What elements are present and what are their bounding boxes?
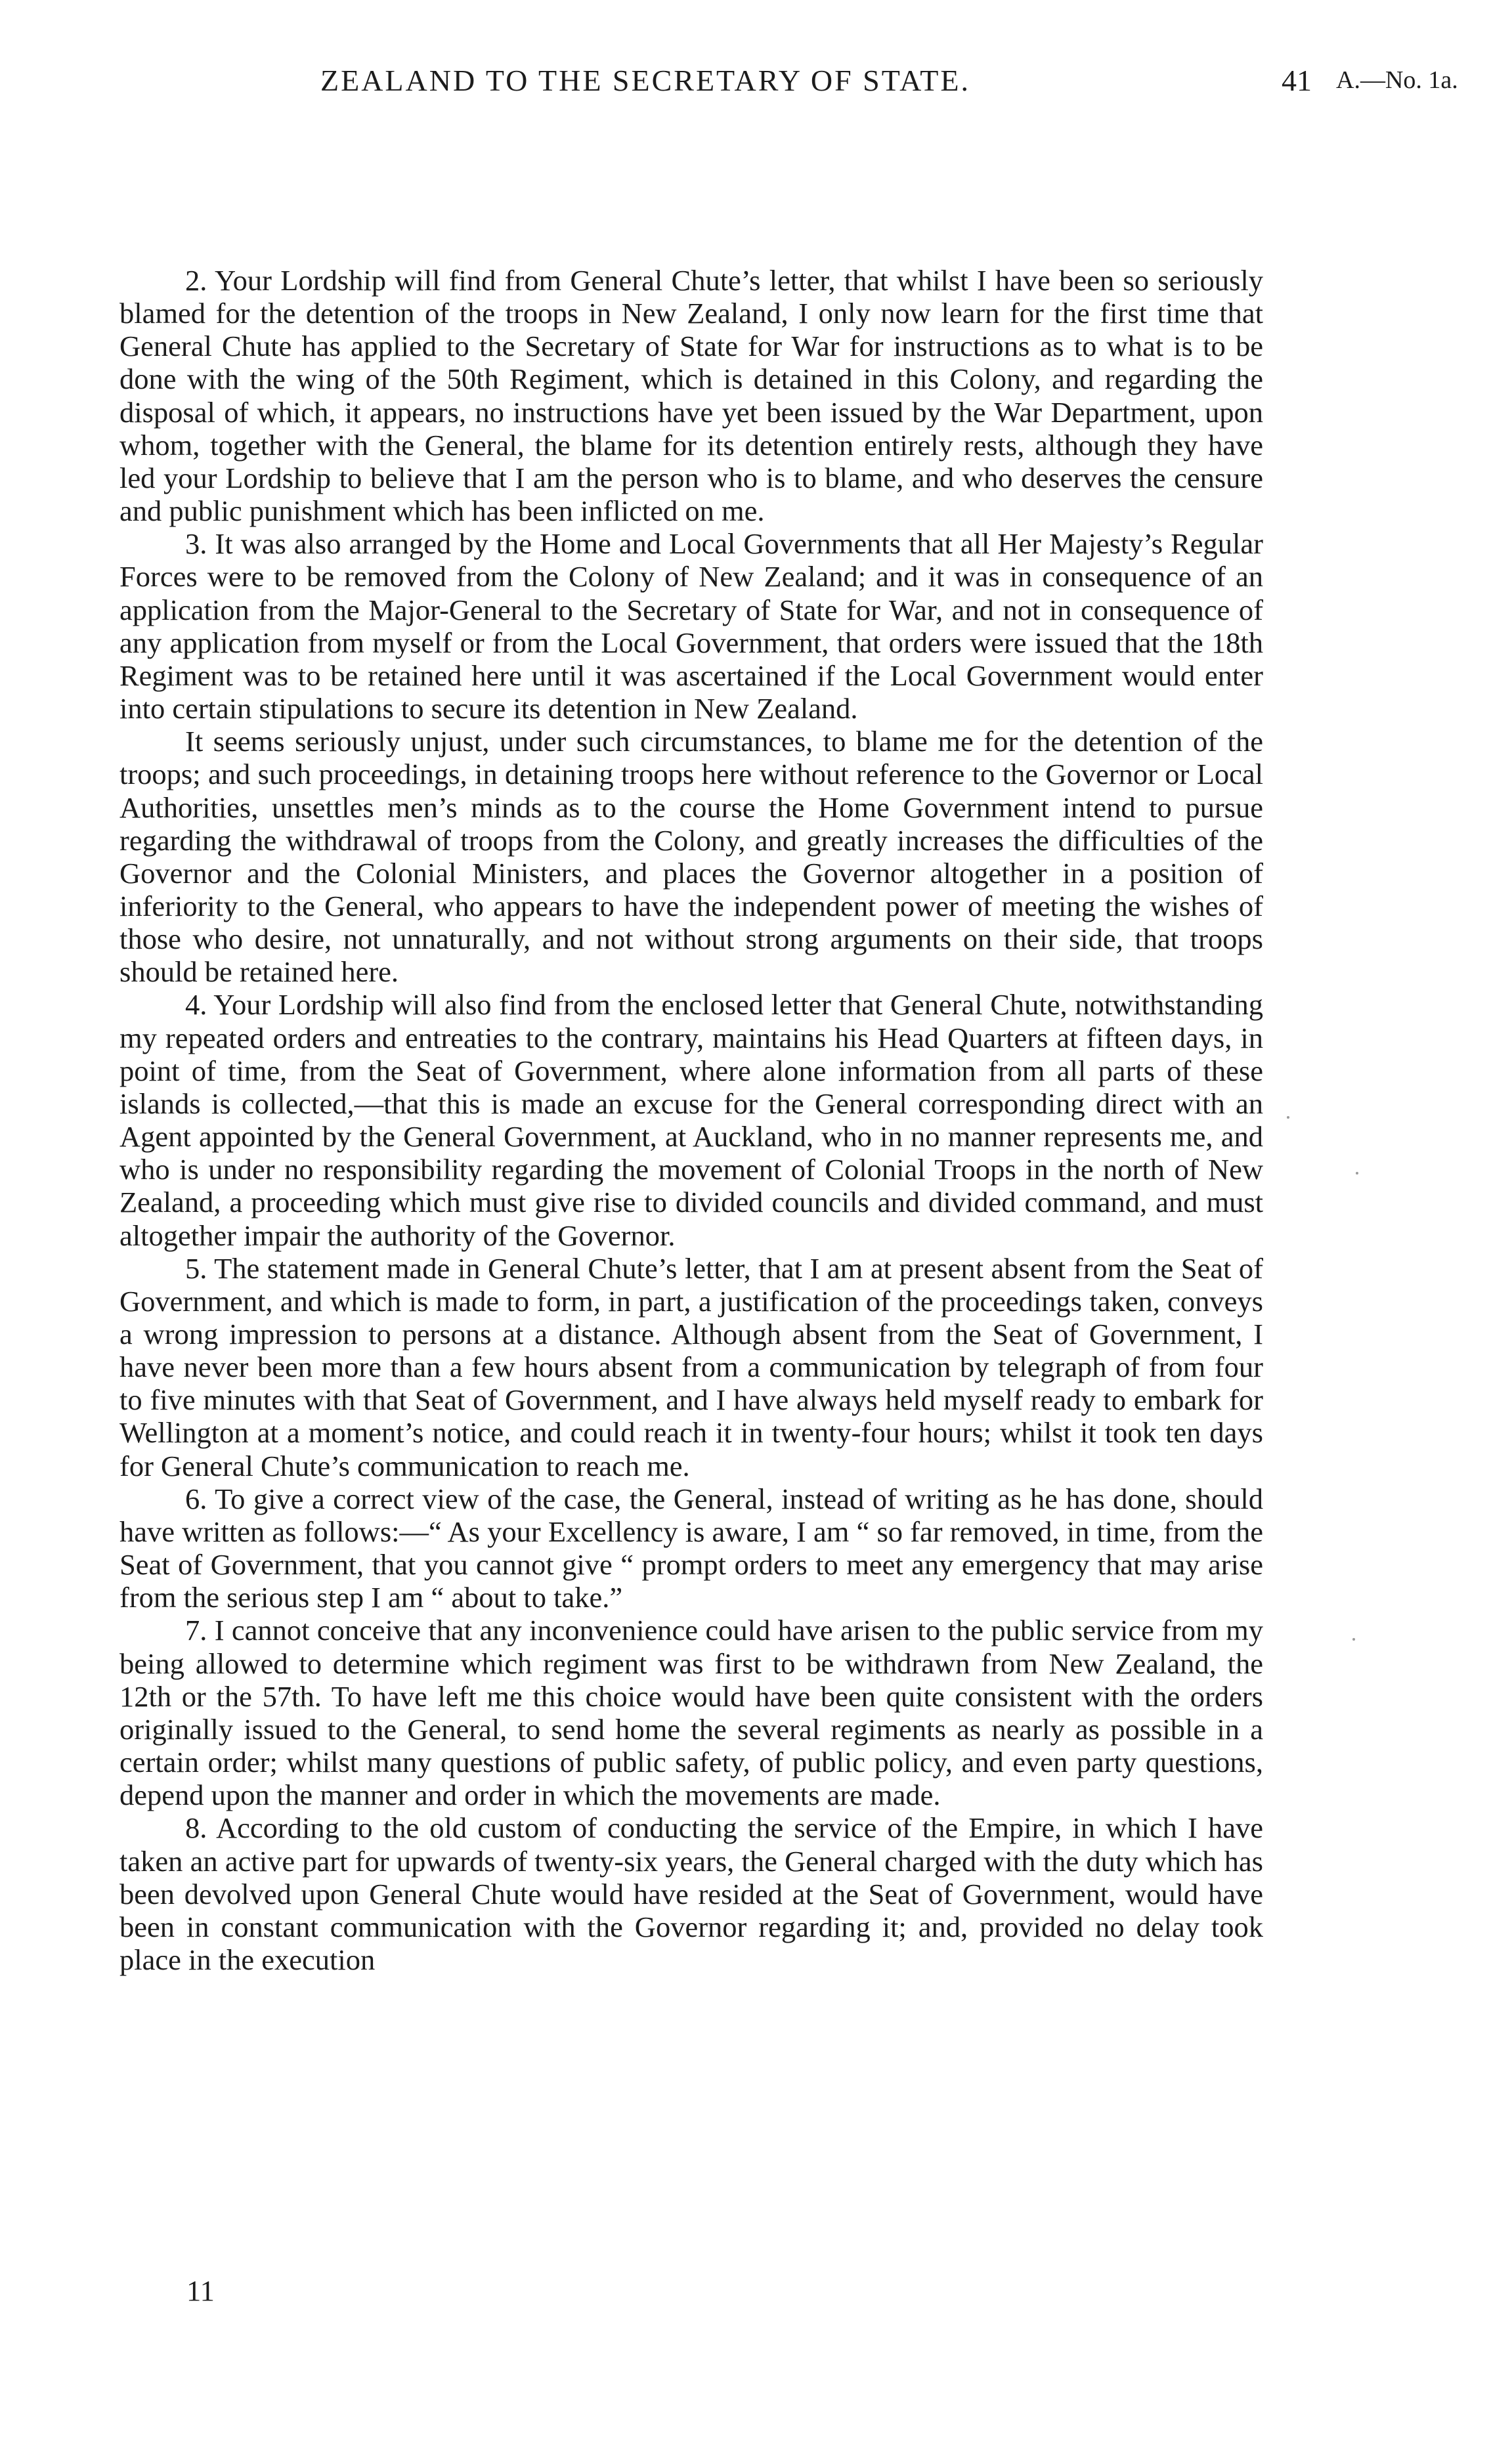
paper-speck [1356, 1172, 1358, 1175]
paragraph-6: 6. To give a correct view of the case, the General, instead of writing as he has done, should have written as follows:—“ As your Excellency is aware, I am “ so far removed, in time, from the Seat of Government, that you cannot give “ prompt orders to meet any emergency that may arise from the serious step I am “ about to take.” [119, 1482, 1263, 1614]
running-head [119, 63, 1458, 109]
paragraph-3-continued: It seems seriously unjust, under such circumstances, to blame me for the detention of the troops; and such proceedings, in detaining troops here without reference to the Governor or Local Authorities, unsettles men’s minds as to the course the Home Government intend to pursue regarding the withdrawal of troops from the Colony, and greatly increases the difficulties of the Governor and the Colonial Ministers, and places the Governor altogether in a position of inferiority to the General, who appears to have the independent power of meeting the wishes of those who desire, not unnaturally, and not without strong arguments on their side, that troops should be retained here. [119, 725, 1263, 989]
paragraph-5: 5. The statement made in General Chute’s letter, that I am at present absent from the Seat of Government, and which is made to form, in part, a justification of the proceedings taken, conveys a wrong impression to persons at a distance. Although absent from the Seat of Government, I have never been more than a few hours absent from a communication by telegraph of from four to five minutes with that Seat of Government, and I have always held myself ready to embark for Wellington at a moment’s notice, and could reach it in twenty-four hours; whilst it took ten days for General Chute’s communication to reach me. [119, 1251, 1263, 1482]
paragraph-4: 4. Your Lordship will also find from the enclosed letter that General Chute, notwithstanding my repeated orders and entreaties to the contrary, maintains his Head Quarters at fifteen days, in point of time, from the Seat of Government, where alone information from all parts of these islands is collected,—that this is made an excuse for the General corresponding direct with an Agent appointed by the General Government, at Auckland, who in no manner represents me, and who is under no responsibility regarding the movement of Colonial Troops in the north of New Zealand, a proceeding which must give rise to divided councils and divided command, and must altogether impair the authority of the Governor. [119, 988, 1263, 1252]
paragraph-8: 8. According to the old custom of conducting the service of the Empire, in which I have taken an active part for upwards of twenty-six years, the General charged with the duty which has been devolved upon General Chute would have resided at the Seat of Government, would have been in constant communication with the Governor regarding it; and, provided no delay took place in the execution [119, 1811, 1263, 1976]
paper-speck [1352, 1638, 1355, 1641]
paper-speck [1287, 1116, 1289, 1119]
paragraph-3: 3. It was also arranged by the Home and Local Governments that all Her Majesty’s Regular Forces were to be removed from the Colony of New Zealand; and it was in consequence of an application from the Major-General to the Secretary of State for War, and not in consequence of any application from myself or from the Local Government, that orders were issued that the 18th Regiment was to be retained here until it was ascertained if the Local Government would enter into certain stipulations to secure its detention in New Zealand. [119, 527, 1263, 725]
running-title: ZEALAND TO THE SECRETARY OF STATE. [320, 64, 970, 97]
paragraph-2: 2. Your Lordship will find from General Chute’s letter, that whilst I have been so seriously blamed for the detention of the troops in New Zealand, I only now learn for the first time that General Chute has applied to the Secretary of State for War for instructions as to what is to be done with the wing of the 50th Regiment, which is detained in this Colony, and regarding the disposal of which, it appears, no instructions have yet been issued by the War Department, upon whom, together with the General, the blame for its detention entirely rests, although they have led your Lordship to believe that I am the person who is to blame, and who deserves the censure and public punishment which has been inflicted on me. [119, 264, 1263, 528]
document-reference: A.—No. 1a. [1336, 66, 1458, 94]
signature-mark: 11 [186, 2274, 215, 2307]
page-number: 41 [1282, 64, 1312, 97]
body-text [119, 264, 1263, 1976]
paragraph-7: 7. I cannot conceive that any inconvenience could have arisen to the public service from my being allowed to determine which regiment was first to be withdrawn from New Zealand, the 12th or the 57th. To have left me this choice would have been quite consistent with the orders originally issued to the General, to send home the several regiments as nearly as possible in a certain order; whilst many questions of public safety, of public policy, and even party questions, depend upon the manner and order in which the movements are made. [119, 1614, 1263, 1812]
